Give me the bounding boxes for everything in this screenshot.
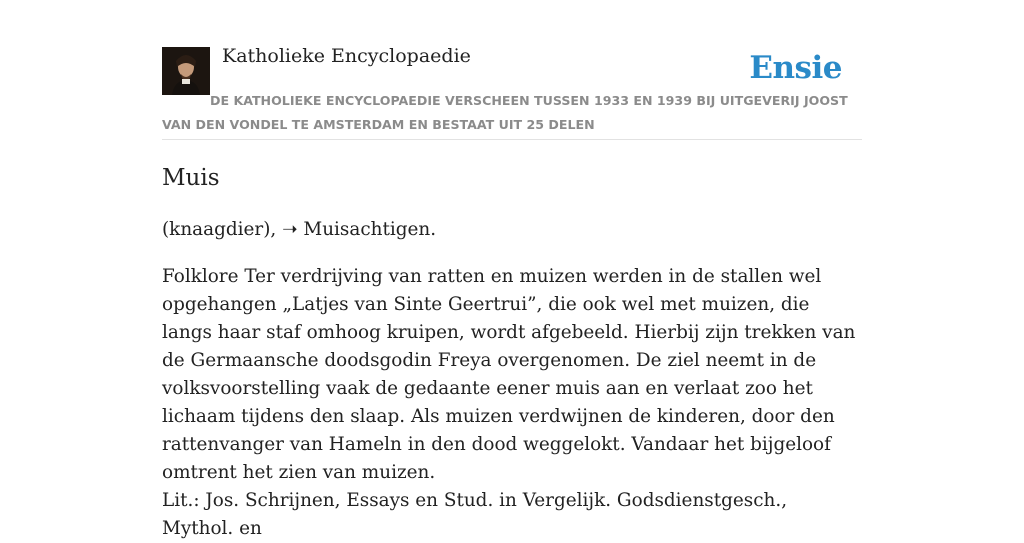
arrow-right-icon: ➝ xyxy=(282,219,298,240)
intro-prefix: (knaagdier), xyxy=(162,219,277,240)
article-literature: Lit.: Jos. Schrijnen, Essays en Stud. in Vergelijk. Godsdienstgesch., Mythol. en xyxy=(162,490,788,539)
article-title: Muis xyxy=(162,165,220,191)
article-body: Folklore Ter verdrijving van ratten en muizen werden in de stallen wel opgehangen „Latjes van Sinte Geertrui”, die ook wel met muizen, die langs haar staf omhoog kruipen, wordt afgebeeld. Hierbij zijn trekken van de Germaansche doodsgodin Freya overgenomen. De ziel neemt in de volksvoorstelling vaak de gedaante eener muis aan en verlaat zoo het lichaam tijdens den slaap. Als muizen verdwijnen de kinderen, door den rattenvanger van Hameln in den dood weggelokt. Vandaar het bijgeloof omtrent het zien van muizen. xyxy=(162,266,856,483)
article-intro xyxy=(162,216,862,244)
site-description: DE KATHOLIEKE ENCYCLOPAEDIE VERSCHEEN TUSSEN 1933 EN 1939 BIJ UITGEVERIJ JOOST VAN DEN VONDEL TE AMSTERDAM EN BESTAAT UIT 25 DELEN xyxy=(162,93,848,132)
site-header xyxy=(162,0,862,140)
site-title-link[interactable]: Katholieke Encyclopaedie xyxy=(222,45,471,67)
portrait-icon xyxy=(162,47,210,95)
ensie-logo-link[interactable]: Ensie xyxy=(749,50,842,86)
muisachtigen-link[interactable]: Muisachtigen. xyxy=(303,219,437,240)
avatar[interactable] xyxy=(162,47,210,95)
content-container xyxy=(162,0,862,539)
